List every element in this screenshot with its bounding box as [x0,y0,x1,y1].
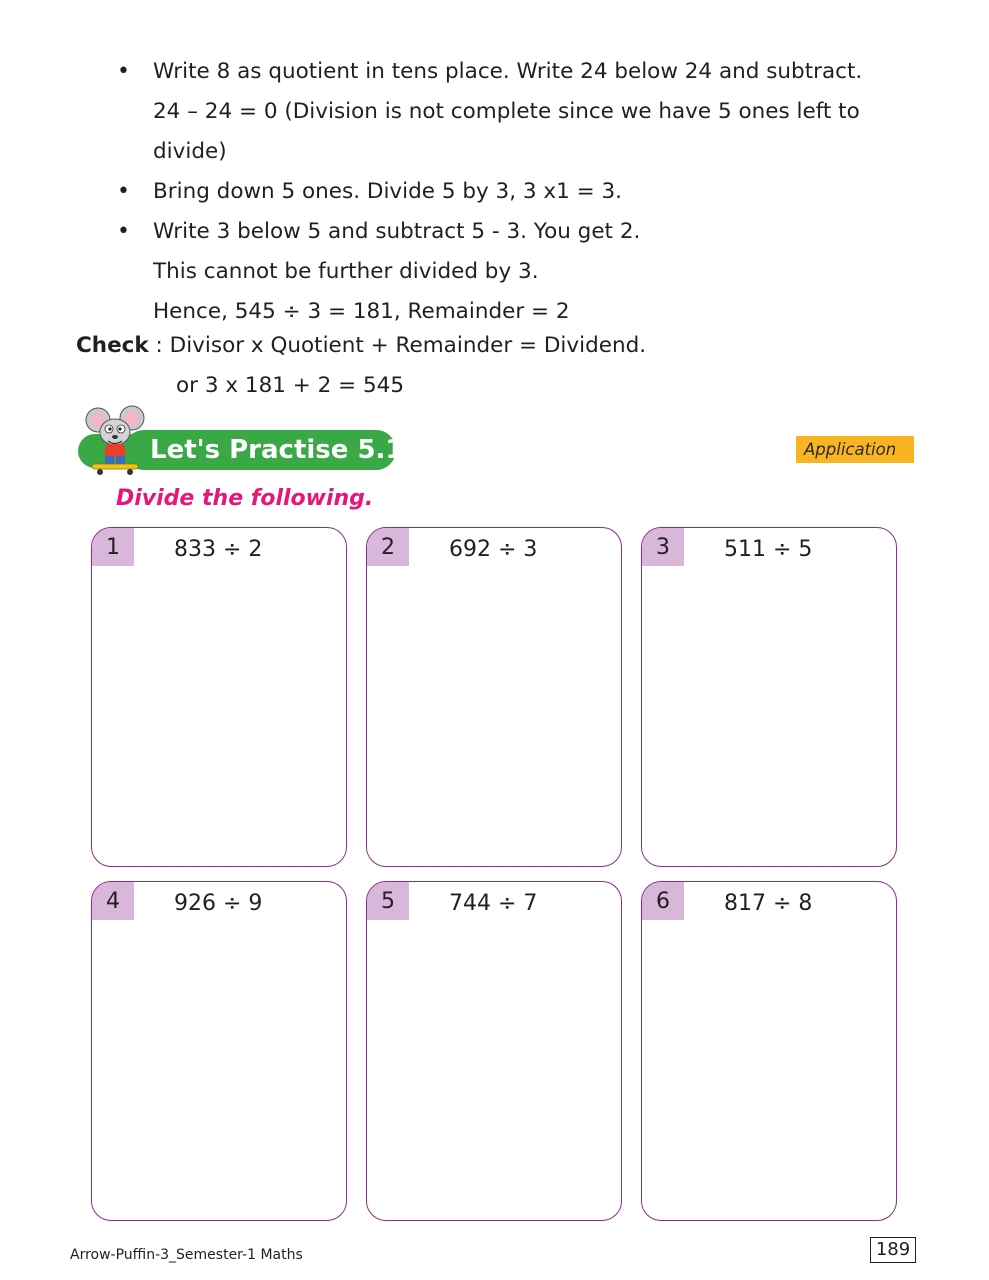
check-example: or 3 x 181 + 2 = 545 [176,373,405,398]
application-tag: Application [796,436,914,463]
step-line: This cannot be further divided by 3. [153,259,539,284]
step-line: Hence, 545 ÷ 3 = 181, Remainder = 2 [153,299,570,324]
book-title: Arrow-Puffin-3_Semester-1 Maths [70,1247,303,1263]
practice-title: Let's Practise 5.14 [150,435,422,465]
problem-box[interactable] [641,527,897,867]
problem-number: 2 [367,528,409,566]
check-text: Divisor x Quotient + Remainder = Dividend. [169,333,647,358]
mouse-on-skateboard-icon [80,404,150,476]
problem-expression: 744 ÷ 7 [449,891,538,916]
problem-box[interactable] [91,881,347,1221]
explanation-steps [114,52,920,332]
problem-number: 6 [642,882,684,920]
problem-expression: 926 ÷ 9 [174,891,263,916]
step-line: • Bring down 5 ones. Divide 5 by 3, 3 x1 = 3. [114,172,920,212]
problem-expression: 833 ÷ 2 [174,537,263,562]
problem-expression: 692 ÷ 3 [449,537,538,562]
check-separator: : [148,333,170,358]
instruction: Divide the following. [116,486,374,511]
problem-number: 5 [367,882,409,920]
page-number: 189 [870,1237,916,1263]
problem-box[interactable] [91,527,347,867]
problem-box[interactable] [641,881,897,1221]
problem-box[interactable] [366,881,622,1221]
step-line: divide) [153,139,227,164]
problem-number: 3 [642,528,684,566]
check-statement [76,326,646,366]
problem-number: 1 [92,528,134,566]
step-line: • Write 8 as quotient in tens place. Write 24 below 24 and subtract. [114,52,920,92]
problem-number: 4 [92,882,134,920]
problem-box[interactable] [366,527,622,867]
problem-expression: 511 ÷ 5 [724,537,813,562]
problem-expression: 817 ÷ 8 [724,891,813,916]
check-label: Check [76,333,149,358]
practice-banner [78,404,422,474]
step-line: 24 – 24 = 0 (Division is not complete since we have 5 ones left to [153,99,860,124]
step-line: • Write 3 below 5 and subtract 5 - 3. You get 2. [114,212,920,252]
